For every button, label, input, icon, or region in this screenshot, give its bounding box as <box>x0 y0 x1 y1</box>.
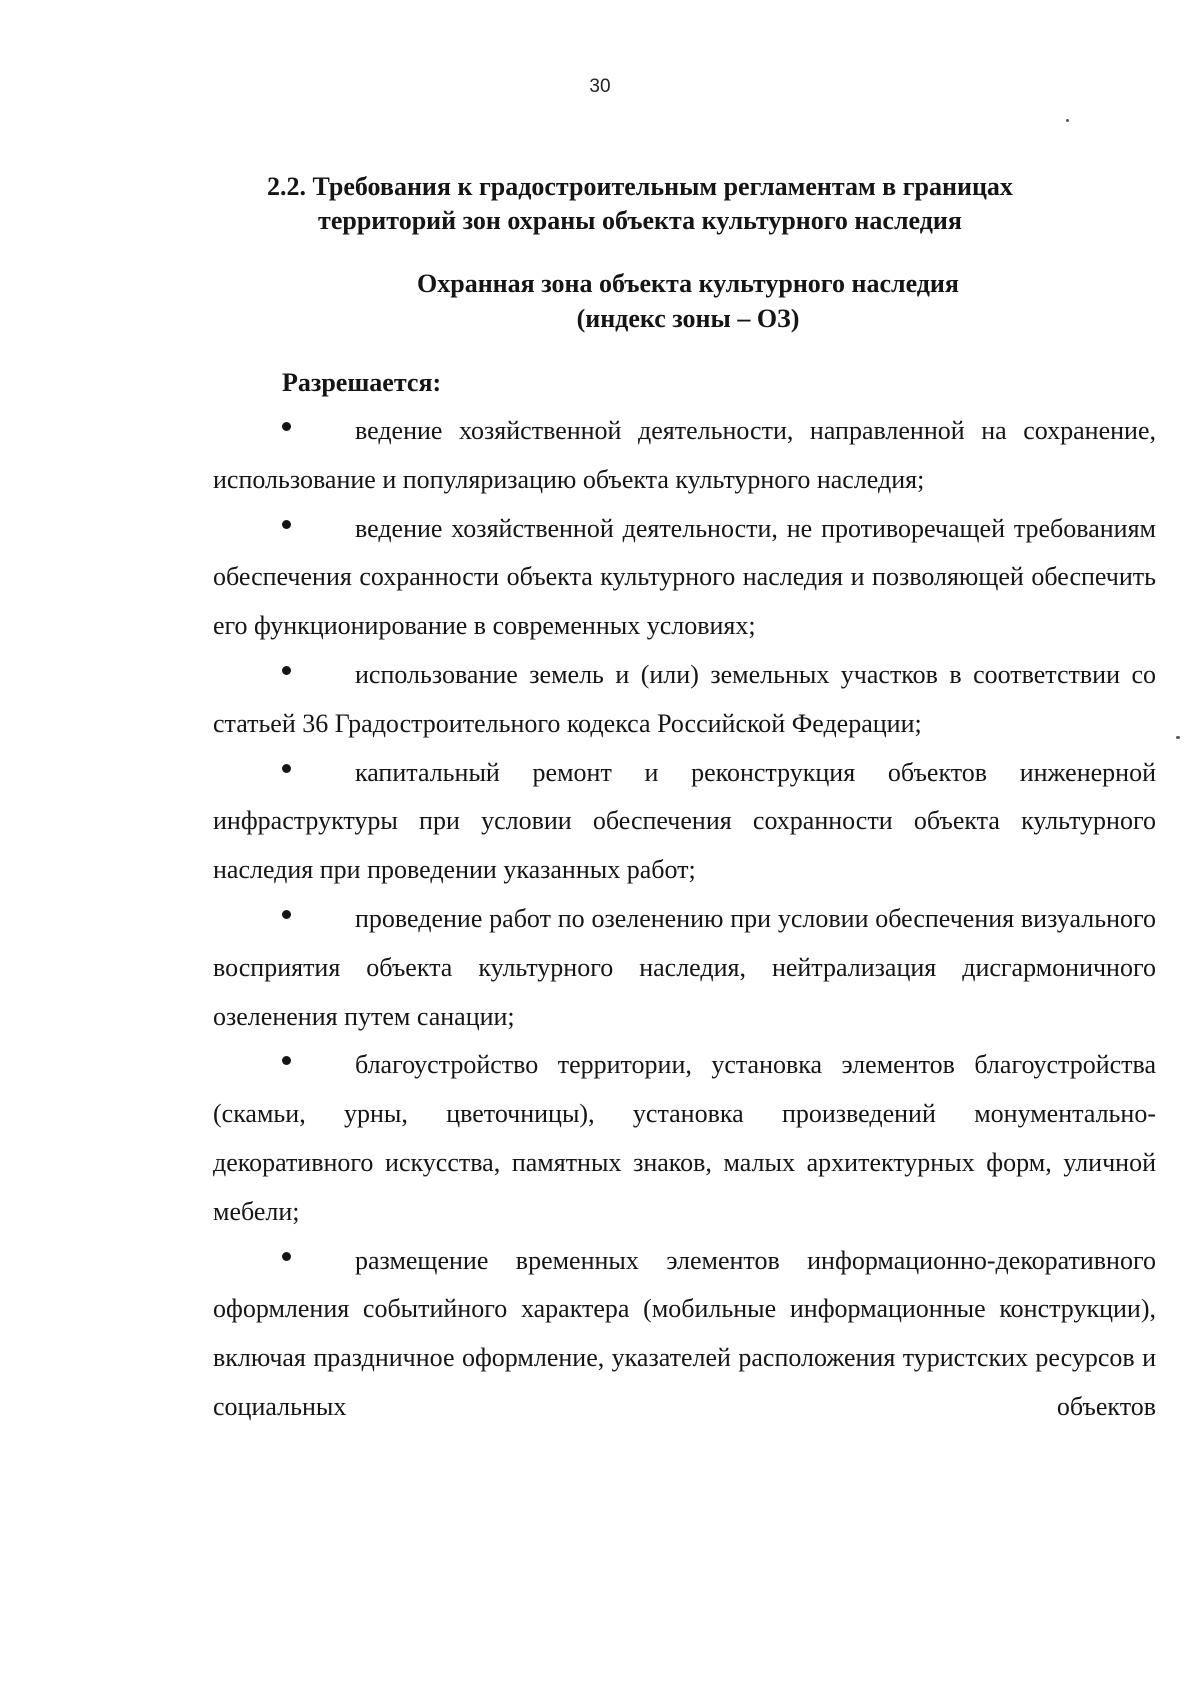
zone-heading-line-2: (индекс зоны – ОЗ) <box>576 304 800 333</box>
list-item-text: проведение работ по озеленению при условии обеспечения визуального восприятия объекта культурного наследия, нейтрализация дисгармоничного озеленения путем санации; <box>213 903 1156 1031</box>
list-item <box>213 1041 1156 1236</box>
permitted-activities-list <box>213 407 1156 1432</box>
section-heading-line-1: 2.2. Требования к градостроительным регламентам в границах <box>267 172 1013 201</box>
scan-speck <box>1176 736 1180 739</box>
section-heading <box>180 170 1100 238</box>
list-item-text: использование земель и (или) земельных участков в соответствии со статьей 36 Градостроительного кодекса Российской Федерации; <box>213 659 1156 738</box>
list-item <box>213 505 1156 651</box>
permitted-intro: Разрешается: <box>282 368 442 397</box>
list-item <box>213 895 1156 1041</box>
list-item-text: размещение временных элементов информационно-декоративного оформления событийного характера (мобильные информационные конструкции), включая праздничное оформление, указателей расположения туристских ресурсов и социальных объектов <box>213 1245 1156 1421</box>
list-item-text: ведение хозяйственной деятельности, направленной на сохранение, использование и популяризацию объекта культурного наследия; <box>213 416 1156 494</box>
list-item <box>213 651 1156 749</box>
list-item-text: ведение хозяйственной деятельности, не противоречащей требованиям обеспечения сохранности объекта культурного наследия и позволяющей обеспечить его функционирование в современных условиях; <box>213 513 1156 641</box>
zone-heading-line-1: Охранная зона объекта культурного наследия <box>417 269 959 298</box>
page-number: 30 <box>589 76 611 97</box>
section-heading-line-2: территорий зон охраны объекта культурного наследия <box>318 206 962 235</box>
list-item <box>213 407 1156 505</box>
list-item <box>213 749 1156 895</box>
list-item-text: капитальный ремонт и реконструкция объектов инженерной инфраструктуры при условии обеспечения сохранности объекта культурного наследия при проведении указанных работ; <box>213 757 1156 885</box>
scan-speck <box>1066 119 1069 122</box>
zone-heading <box>228 266 1148 336</box>
list-item-text: благоустройство территории, установка элементов благоустройства (скамьи, урны, цветочницы), установка произведений монументально-декоративного искусства, памятных знаков, малых архитектурных форм, уличной мебели; <box>213 1050 1156 1226</box>
list-item <box>213 1237 1156 1432</box>
